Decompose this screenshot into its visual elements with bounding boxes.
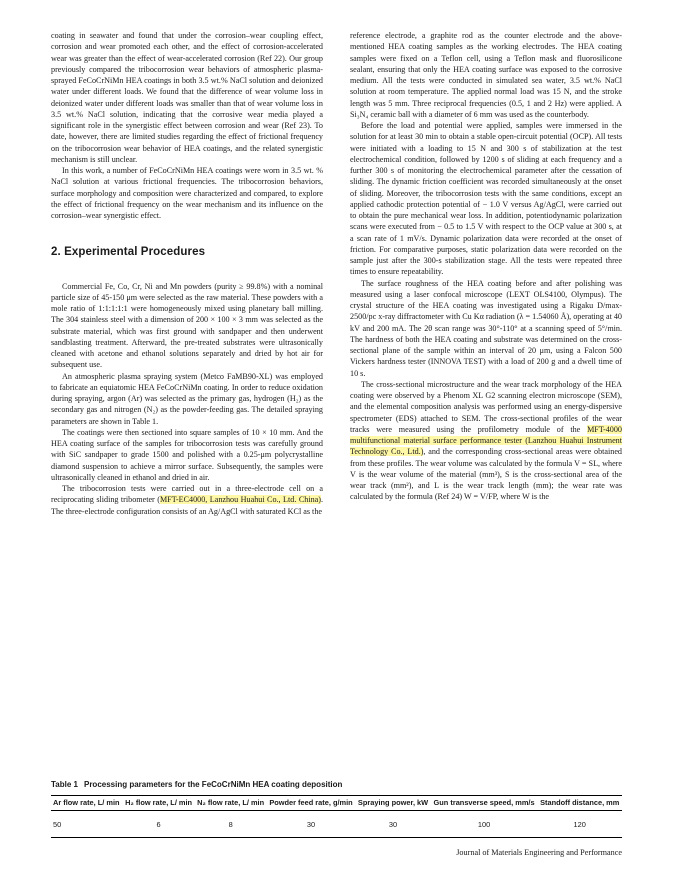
left-paragraph-4: An atmospheric plasma spraying system (Metco FaMB90-XL) was employed to fabricate an equiatomic HEA FeCoCrNiMn coating. In order to reduce oxidation during spraying, argon (Ar) was selected as the primary gas, hydrogen (H₂) as the secondary gas and nitrogen (N₂) as the powder-feeding gas. The detailed spraying parameters are shown in Table 1. — [51, 371, 323, 426]
left-paragraph-2: In this work, a number of FeCoCrNiMn HEA coatings were worn in 3.5 wt. % NaCl solution at various frictional frequencies. The tribocorrosion behaviors, surface morphology and composition were characterized and compared, to explore the effect of frictional frequency on the wear mechanism and its influence on the corrosion–wear synergistic effect. — [51, 166, 323, 220]
table-caption — [51, 780, 622, 789]
table-header-cell: H₂ flow rate, L/ min — [123, 796, 195, 811]
table-header-cell: Ar flow rate, L/ min — [51, 796, 123, 811]
parameters-table-block — [51, 780, 622, 838]
right-paragraph-2: Before the load and potential were applied, samples were immersed in the solution for at least 30 min to obtain a stable open-circuit potential (OCP). All tests were initiated with a loading to 15 N and 300 s of stabilization at the test electrochemical condition, followed by 1200 s of sliding at each frequency and a further 300 s of monitoring the electrochemical parameter after the cessation of sliding. The dynamic friction coefficient was recorded simultaneously at the onset of sliding. Moreover, the tribocorrosion tests with the same conditions, except an applied cathodic protection potential of − 1.0 V versus Ag/AgCl, were carried out to obtain the pure mechanical wear loss. In addition, potentiodynamic polarization scans were executed from − 0.5 to 1.5 V with respect to the OCP value at 300 s, at a scan rate of 1 mV/s. Dynamic polarization data were recorded at the onset of friction. For comparative purposes, static polarization data were recorded on the sample just after the 300-s stabilization stage. All the tests were repeated three times to ensure repeatability. — [350, 121, 622, 277]
left-paragraph-6 — [51, 483, 323, 517]
table-header-row — [51, 796, 622, 811]
left-paragraph-3: Commercial Fe, Co, Cr, Ni and Mn powders (purity ≥ 99.8%) with a nominal particle size of 45-150 μm were selected as the raw material. These powders with a mole ratio of 1:1:1:1:1 were homogeneously mixed using planetary ball milling. The 304 stainless steel with a dimension of 200 × 100 × 3 mm was selected as the substrate material, which was first ground with sandpaper and then underwent sandblasting treatment. Afterward, the pre-treated substrates were ultrasonically cleaned with acetone and ethanol solutions separately and dried by hot air for subsequent use. — [51, 281, 323, 370]
highlighted-tester-text: MFT-4000 multifunctional material surface performance tester (Lanzhou Huahui Instrument Technology Co., Ltd.) — [350, 424, 622, 457]
table-header-cell: Standoff distance, mm — [537, 796, 622, 811]
left-paragraph-1: coating in seawater and found that under the corrosion–wear coupling effect, corrosion and wear promoted each other, and the effect of corrosion-accelerated wear was greater than the effect of wear-accelerated corrosion (Ref 22). Our group previously compared the tribocorrosion wear behaviors of atmospheric plasma-sprayed FeCoCrNiMn HEA coatings in both 3.5 wt.% NaCl solution and deionized water under different loads. We found that the difference of wear volume loss in deionized water under different loads was smaller than that of wear volume loss in 3.5 wt.% NaCl solution, indicating that the corrosive wear media played a significant role in the synergistic effect between corrosion and wear (Ref 23). To date, however, there are limited studies regarding the effect of frictional frequency on the tribocorrosion wear behavior of HEA coatings, and the related synergistic mechanism is still unclear. — [51, 31, 323, 164]
table-title: Processing parameters for the FeCoCrNiMn HEA coating deposition — [83, 780, 343, 789]
table-row — [51, 811, 622, 838]
table-header-cell: Spraying power, kW — [355, 796, 430, 811]
section-heading: 2. Experimental Procedures — [51, 246, 206, 259]
table-number: Table 1 — [51, 780, 78, 789]
left-paragraph-6-start: The tribocorrosion tests were carried out in a three-electrode cell on a reciprocating sliding tribometer ( — [51, 484, 323, 505]
right-paragraph-3: The surface roughness of the HEA coating before and after polishing was measured using a laser confocal microscope (LEXT OLS4100, Olympus). The crystal structure of the HEA coating was investigated using a Rigaku D/max-2500/pc x-ray diffractometer with Cu Kα radiation (λ = 1.54060 Å), operating at 40 kV and 200 mA. The 2θ scan range was 30°-110° at a scanning speed of 5°/min. The hardness of both the HEA coating and substrate was determined on the cross-sectional plane of the sample within an interval of 20 μm, using a Falcon 500 Vickers hardness tester (INNOVA TEST) with a load of 200 g and a dwell time of 10 s. — [350, 278, 622, 378]
right-paragraph-4-start: The cross-sectional microstructure and the wear track morphology of the HEA coating were observed by a Phenom XL G2 scanning electron microscope (SEM), and the elemental composition analysis was performed using an energy-dispersive spectrometer (EDS) attached to SEM. The cross-sectional profiles of the wear tracks were measured using the profilometry module of the — [350, 379, 622, 434]
table-cell: 30 — [355, 811, 430, 838]
table-header-cell: Powder feed rate, g/min — [267, 796, 356, 811]
table-cell: 6 — [123, 811, 195, 838]
left-paragraph-5: The coatings were then sectioned into square samples of 10 × 10 mm. And the HEA coating surface of the samples for tribocorrosion tests was carefully ground with SiC sandpaper to grade 1500 and polished with a 0.25-μm polycrystalline diamond suspension to achieve a mirror surface. Subsequently, the samples were ultrasonically cleaned in ethanol and dried in air. — [51, 427, 323, 482]
journal-footer: Journal of Materials Engineering and Performance — [456, 848, 622, 857]
table-header-cell: N₂ flow rate, L/ min — [195, 796, 267, 811]
right-column — [350, 30, 622, 503]
parameters-table — [51, 795, 622, 838]
left-paragraph-6-end: . The three-electrode configuration consists of an Ag/AgCl with saturated KCl as the — [51, 495, 323, 516]
table-cell: 8 — [195, 811, 267, 838]
left-column — [51, 30, 323, 517]
table-cell: 50 — [51, 811, 123, 838]
right-paragraph-1: reference electrode, a graphite rod as the counter electrode and the above-mentioned HEA coating samples as the working electrodes. The HEA coating samples were fixed on a Teflon cell, using a Teflon mask and fluorosilicone sealant, ensuring that only the HEA coating surface was exposed to the corrosive medium. All the tests were conducted in simulated sea water, 3.5 wt.% NaCl solution at room temperature. The applied normal load was 15 N, and the stroke length was 5 mm. Three reciprocal frequencies (0.5, 1 and 2 Hz) were applied. A Si₃N₄ ceramic ball with a diameter of 6 mm was used as the counterbody. — [350, 31, 622, 119]
table-cell: 120 — [537, 811, 622, 838]
table-header-cell: Gun transverse speed, mm/s — [431, 796, 538, 811]
right-paragraph-4 — [350, 379, 622, 503]
table-cell: 100 — [431, 811, 538, 838]
highlighted-tribometer-text: MFT-EC4000, Lanzhou Huahui Co., Ltd. China) — [159, 495, 321, 505]
table-cell: 30 — [267, 811, 356, 838]
right-paragraph-4-end: , and the corresponding cross-sectional areas were obtained from these profiles. The wear volume was calculated by the formula V = SL, where V is the wear volume of the material (mm³), S is the cross-sectional area of the wear track (mm²), and L is the wear track length (mm); the wear rate was calculated by the formula (Ref 24) W = V/FP, where W is the — [350, 447, 622, 502]
